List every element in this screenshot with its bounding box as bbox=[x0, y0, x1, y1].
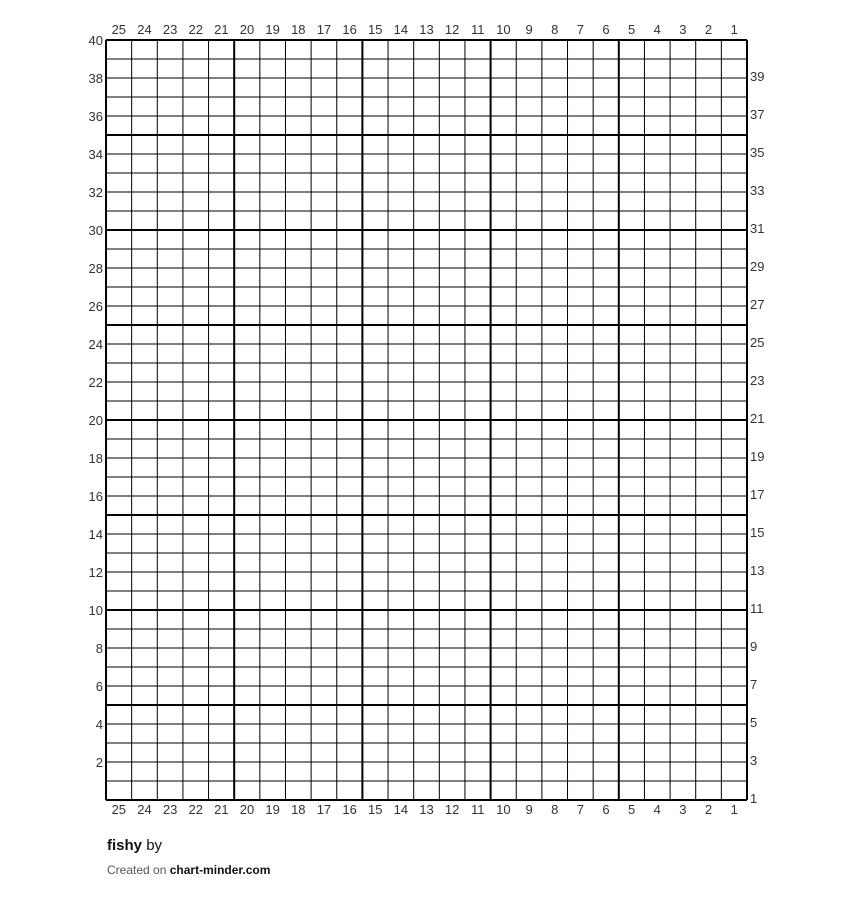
row-label-left: 14 bbox=[88, 527, 103, 542]
column-label-bottom: 8 bbox=[551, 802, 559, 817]
row-label-right: 37 bbox=[750, 107, 765, 122]
column-label-bottom: 22 bbox=[188, 802, 203, 817]
column-label-top: 19 bbox=[265, 22, 280, 37]
column-label-top: 24 bbox=[137, 22, 152, 37]
row-label-right: 15 bbox=[750, 525, 765, 540]
row-label-left: 8 bbox=[95, 641, 103, 656]
column-label-top: 16 bbox=[342, 22, 357, 37]
column-label-bottom: 3 bbox=[679, 802, 687, 817]
row-label-left: 22 bbox=[88, 375, 103, 390]
column-label-top: 10 bbox=[496, 22, 511, 37]
column-label-top: 1 bbox=[730, 22, 738, 37]
column-label-bottom: 15 bbox=[367, 802, 383, 817]
column-label-bottom: 20 bbox=[239, 802, 255, 817]
column-label-top: 12 bbox=[444, 22, 460, 37]
row-label-right: 19 bbox=[750, 449, 765, 464]
pattern-by: by bbox=[146, 837, 163, 854]
row-label-right: 27 bbox=[750, 297, 765, 312]
column-label-top: 4 bbox=[653, 22, 661, 37]
column-label-bottom: 19 bbox=[265, 802, 280, 817]
column-label-bottom: 6 bbox=[602, 802, 610, 817]
row-label-right: 1 bbox=[750, 791, 758, 806]
row-label-right: 11 bbox=[750, 601, 764, 616]
row-label-right: 23 bbox=[750, 373, 765, 388]
row-label-left: 12 bbox=[88, 565, 103, 580]
column-label-top: 8 bbox=[551, 22, 559, 37]
column-label-top: 14 bbox=[393, 22, 409, 37]
row-label-right: 17 bbox=[750, 487, 765, 502]
column-label-bottom: 25 bbox=[111, 802, 127, 817]
site-link[interactable]: chart-minder.com bbox=[169, 863, 271, 877]
created-prefix: Created on bbox=[107, 863, 167, 877]
column-label-top: 9 bbox=[525, 22, 533, 37]
column-label-top: 20 bbox=[239, 22, 255, 37]
row-label-right: 33 bbox=[750, 183, 765, 198]
created-on-credit bbox=[107, 863, 270, 877]
row-label-right: 9 bbox=[750, 639, 758, 654]
column-label-top: 5 bbox=[628, 22, 636, 37]
row-label-left: 36 bbox=[88, 109, 103, 124]
column-label-top: 3 bbox=[679, 22, 687, 37]
row-label-right: 31 bbox=[750, 221, 765, 236]
row-label-left: 2 bbox=[95, 755, 103, 770]
column-label-bottom: 18 bbox=[291, 802, 306, 817]
column-label-bottom: 24 bbox=[137, 802, 152, 817]
row-label-right: 3 bbox=[750, 753, 758, 768]
column-label-top: 23 bbox=[162, 22, 178, 37]
row-label-left: 40 bbox=[88, 33, 103, 48]
row-label-left: 18 bbox=[88, 451, 103, 466]
column-label-top: 2 bbox=[704, 22, 713, 37]
column-label-bottom: 16 bbox=[342, 802, 357, 817]
column-label-bottom: 4 bbox=[653, 802, 661, 817]
column-label-top: 18 bbox=[291, 22, 306, 37]
column-label-top: 17 bbox=[316, 22, 332, 37]
column-label-bottom: 21 bbox=[214, 802, 229, 817]
row-label-right: 7 bbox=[750, 677, 758, 692]
column-label-bottom: 1 bbox=[730, 802, 738, 817]
column-label-top: 15 bbox=[367, 22, 383, 37]
row-label-left: 4 bbox=[95, 717, 103, 732]
column-label-bottom: 10 bbox=[496, 802, 511, 817]
row-label-left: 38 bbox=[88, 71, 103, 86]
pattern-name: fishy bbox=[107, 837, 143, 854]
row-label-right: 5 bbox=[750, 715, 758, 730]
row-label-left: 10 bbox=[88, 603, 103, 618]
column-label-top: 6 bbox=[602, 22, 610, 37]
column-label-bottom: 2 bbox=[704, 802, 713, 817]
row-label-left: 20 bbox=[88, 413, 103, 428]
column-label-top: 25 bbox=[111, 22, 127, 37]
column-label-bottom: 13 bbox=[419, 802, 434, 817]
row-label-left: 26 bbox=[88, 299, 103, 314]
row-label-right: 39 bbox=[750, 69, 765, 84]
column-label-top: 13 bbox=[419, 22, 434, 37]
row-label-left: 34 bbox=[88, 147, 103, 162]
row-label-left: 16 bbox=[88, 489, 103, 504]
column-label-bottom: 17 bbox=[316, 802, 332, 817]
column-label-bottom: 7 bbox=[576, 802, 584, 817]
column-label-top: 11 bbox=[471, 22, 485, 37]
column-label-bottom: 12 bbox=[444, 802, 460, 817]
column-label-bottom: 11 bbox=[471, 802, 485, 817]
row-label-right: 13 bbox=[750, 563, 765, 578]
row-label-right: 29 bbox=[750, 259, 765, 274]
row-label-left: 30 bbox=[88, 223, 103, 238]
row-label-right: 21 bbox=[750, 411, 765, 426]
column-label-bottom: 9 bbox=[525, 802, 533, 817]
row-label-left: 6 bbox=[95, 679, 103, 694]
row-label-right: 35 bbox=[750, 145, 765, 160]
column-label-top: 21 bbox=[214, 22, 229, 37]
column-label-top: 7 bbox=[576, 22, 584, 37]
column-label-bottom: 23 bbox=[162, 802, 178, 817]
row-label-left: 32 bbox=[88, 185, 103, 200]
column-label-bottom: 14 bbox=[393, 802, 409, 817]
column-label-top: 22 bbox=[188, 22, 203, 37]
row-label-left: 28 bbox=[88, 261, 103, 276]
row-label-right: 25 bbox=[750, 335, 765, 350]
row-label-left: 24 bbox=[88, 337, 103, 352]
pattern-title bbox=[107, 837, 162, 854]
column-label-bottom: 5 bbox=[628, 802, 636, 817]
